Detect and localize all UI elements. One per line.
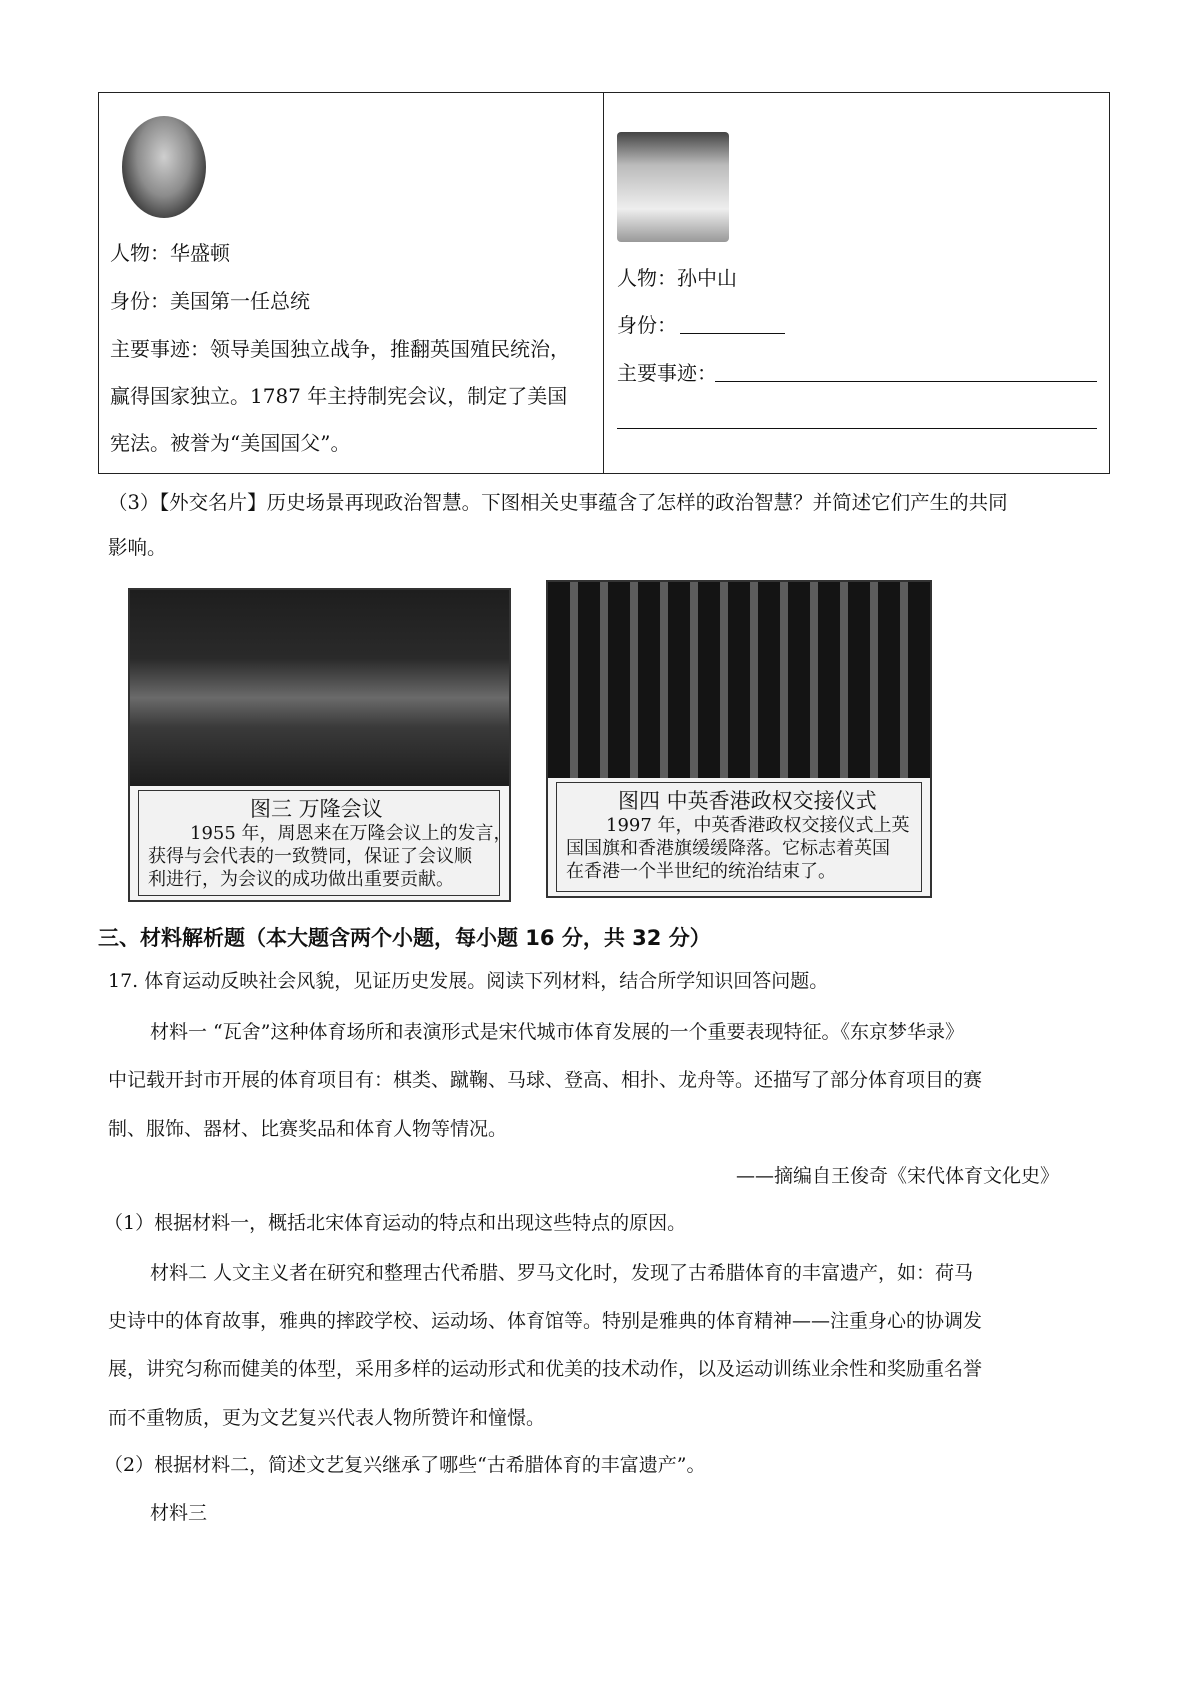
left-deeds-line3: 宪法。被誉为“美国国父”。 bbox=[110, 431, 351, 455]
material2-line3: 展，讲究匀称而健美的体型，采用多样的运动形式和优美的技术动作，以及运动训练业余性和奖励重名誉 bbox=[108, 1358, 983, 1380]
sun-yatsen-portrait bbox=[617, 132, 729, 242]
q3-line2: 影响。 bbox=[108, 536, 167, 559]
right-deeds-label: 主要事迹： bbox=[617, 361, 717, 385]
right-identity-label: 身份： bbox=[617, 313, 677, 337]
hong-kong-handover-image bbox=[548, 582, 930, 778]
material3-label: 材料三 bbox=[150, 1502, 208, 1524]
material1-line1: 材料一 “瓦舍”这种体育场所和表演形式是宋代城市体育发展的一个重要表现特征。《东京梦华录》 bbox=[150, 1021, 964, 1043]
material1-source: ——摘编自王俊奇《宋代体育文化史》 bbox=[736, 1165, 1060, 1187]
figure3-title: 图三 万隆会议 bbox=[250, 797, 383, 821]
q3-line1: （3）【外交名片】历史场景再现政治智慧。下图相关史事蕴含了怎样的政治智慧？并简述它们产生的共同 bbox=[108, 491, 1008, 514]
figure3-photo-card bbox=[128, 588, 511, 902]
q2: （2）根据材料二，简述文艺复兴继承了哪些“古希腊体育的丰富遗产”。 bbox=[104, 1454, 706, 1476]
right-person: 人物：孙中山 bbox=[617, 266, 737, 290]
left-person: 人物：华盛顿 bbox=[110, 241, 230, 265]
table-divider bbox=[603, 92, 604, 474]
washington-portrait bbox=[122, 116, 206, 218]
figure4-line2: 国国旗和香港旗缓缓降落。它标志着英国 bbox=[566, 838, 890, 859]
material1-line2: 中记载开封市开展的体育项目有：棋类、蹴鞠、马球、登高、相扑、龙舟等。还描写了部分体育项目的赛 bbox=[108, 1069, 983, 1091]
profile-table bbox=[98, 92, 1110, 474]
material1-line3: 制、服饰、器材、比赛奖品和体育人物等情况。 bbox=[108, 1118, 508, 1140]
q1: （1）根据材料一，概括北宋体育运动的特点和出现这些特点的原因。 bbox=[104, 1212, 687, 1234]
left-deeds-line1: 主要事迹：领导美国独立战争，推翻英国殖民统治， bbox=[110, 337, 570, 361]
figure3-line2: 获得与会代表的一致赞同，保证了会议顺 bbox=[148, 846, 472, 867]
figure4-photo-card bbox=[546, 580, 932, 898]
identity-blank[interactable] bbox=[680, 333, 785, 334]
figure4-title: 图四 中英香港政权交接仪式 bbox=[618, 789, 877, 813]
figure4-line3: 在香港一个半世纪的统治结束了。 bbox=[566, 861, 836, 882]
material2-line4: 而不重物质，更为文艺复兴代表人物所赞许和憧憬。 bbox=[108, 1407, 546, 1429]
section3-title: 三、材料解析题（本大题含两个小题，每小题 16 分，共 32 分） bbox=[98, 926, 711, 950]
bandung-conference-image bbox=[130, 590, 509, 786]
figure3-line1: 1955 年，周恩来在万隆会议上的发言， bbox=[190, 823, 512, 844]
deeds-blank-2[interactable] bbox=[617, 428, 1097, 429]
material2-line1: 材料二 人文主义者在研究和整理古代希腊、罗马文化时，发现了古希腊体育的丰富遗产，如：荷马 bbox=[150, 1262, 974, 1284]
left-deeds-line2: 赢得国家独立。1787 年主持制宪会议，制定了美国 bbox=[110, 384, 568, 408]
left-identity: 身份：美国第一任总统 bbox=[110, 289, 310, 313]
material2-line2: 史诗中的体育故事，雅典的摔跤学校、运动场、体育馆等。特别是雅典的体育精神——注重身心的协调发 bbox=[108, 1310, 983, 1332]
figure3-line3: 利进行，为会议的成功做出重要贡献。 bbox=[148, 869, 454, 890]
q17-intro: 17. 体育运动反映社会风貌，见证历史发展。阅读下列材料，结合所学知识回答问题。 bbox=[108, 970, 829, 992]
figure4-line1: 1997 年，中英香港政权交接仪式上英 bbox=[606, 815, 910, 836]
deeds-blank-1[interactable] bbox=[715, 381, 1097, 382]
